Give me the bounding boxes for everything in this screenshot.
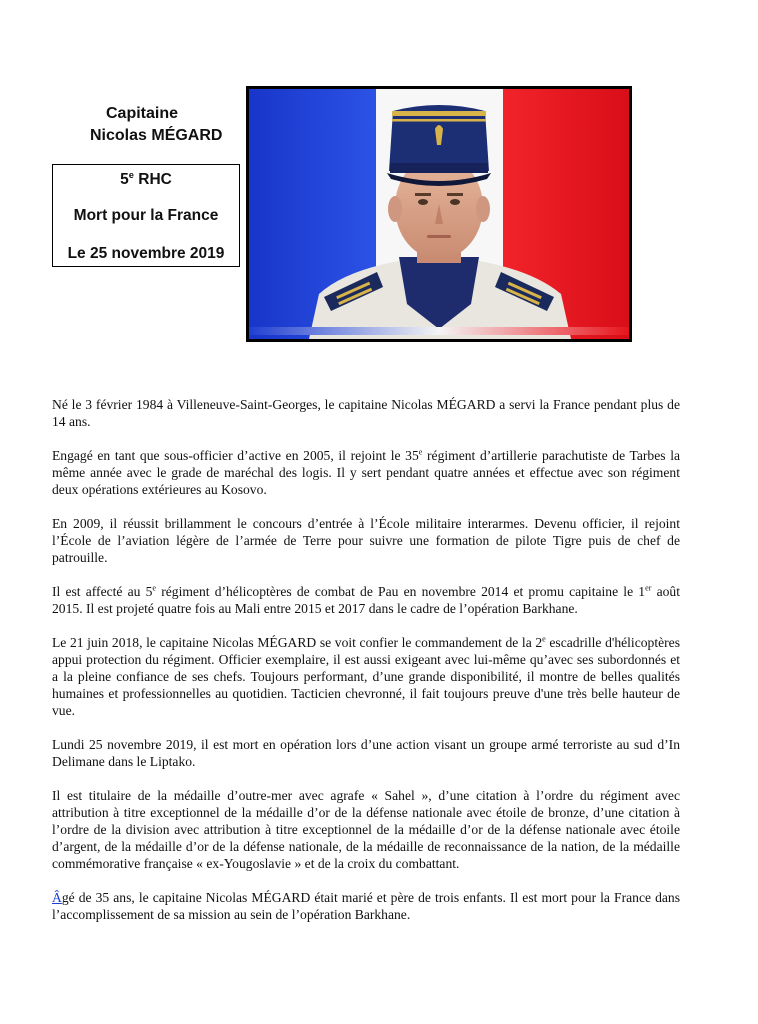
paragraph-enlistment: Engagé en tant que sous-officier d’active en 2005, il rejoint le 35e régiment d’artillerie parachutiste de Tarbes la même année avec le grade de maréchal des logis. Il y sert pendant quatre années et effectue avec son régiment deux opérations extérieures au Kosovo. — [52, 447, 681, 497]
unit-line — [53, 171, 239, 189]
biography-text — [52, 396, 680, 940]
info-box — [52, 164, 240, 267]
flag-bottom-band — [249, 327, 629, 335]
officer-photo — [246, 86, 632, 342]
paragraph-birth: Né le 3 février 1984 à Villeneuve-Saint-Georges, le capitaine Nicolas MÉGARD a servi la France pendant plus de 14 ans. — [52, 397, 680, 429]
unit-superscript: e — [128, 169, 134, 180]
paragraph-officer-training: En 2009, il réussit brillamment le concours d’entrée à l’École militaire interarmes. Devenu officier, il rejoint l’École de l’aviation légère de l’armée de Terre pour suivre une formation de pilote Tigre puis de chef de patrouille. — [52, 516, 680, 565]
paragraph-decorations: Il est titulaire de la médaille d’outre-mer avec agrafe « Sahel », d’une citation à l’ordre du régiment avec attribution à titre exceptionnel de la médaille d’or de la défense nationale avec étoile de bronze, d’une citation à l’ordre de la division avec attribution à titre exceptionnel de la médaille d’or de la défense nationale avec étoile d’argent, de la médaille d’or de la défense nationale, de la médaille de reconnaissance de la nation, de la médaille commémorative française « ex-Yougoslavie » et de la croix du combattant. — [52, 788, 680, 871]
paragraph-command: Le 21 juin 2018, le capitaine Nicolas MÉGARD se voit confier le commandement de la 2e escadrille d'hélicoptères appui protection du régiment. Officier exemplaire, il est aussi exigeant avec lui-même qu’avec ses subordonnés et a la pleine confiance de ses chefs. Toujours performant, d’une grande disponibilité, il montre de belles qualités humaines et professionnelles au quotidien. Tacticien chevronné, il fait toujours preuve d'une très belle hauteur de vue. — [52, 634, 680, 718]
header-name-block — [60, 103, 240, 147]
paragraph-assignment: Il est affecté au 5e régiment d’hélicoptères de combat de Pau en novembre 2014 et promu capitaine le 1er août 2015. Il est projeté quatre fois au Mali entre 2015 et 2017 dans le cadre de l’opération Barkhane. — [52, 583, 680, 616]
initial-link[interactable]: Â — [52, 890, 62, 905]
death-status-line: Mort pour la France — [73, 207, 219, 224]
death-date-line: Le 25 novembre 2019 — [67, 245, 225, 262]
rank-title: Capitaine — [106, 105, 179, 122]
unit-name: RHC — [133, 171, 172, 188]
paragraph-family: Âgé de 35 ans, le capitaine Nicolas MÉGARD était marié et père de trois enfants. Il est mort pour la France dans l’accomplissement de sa mission au sein de l’opération Barkhane. — [52, 890, 680, 922]
paragraph-death: Lundi 25 novembre 2019, il est mort en opération lors d’une action visant un groupe armé terroriste au sud d’In Delimane dans le Liptako. — [52, 737, 680, 769]
flag-portrait-image — [249, 89, 629, 339]
unit-number: 5 — [120, 171, 129, 188]
officer-name: Nicolas MÉGARD — [90, 127, 223, 144]
